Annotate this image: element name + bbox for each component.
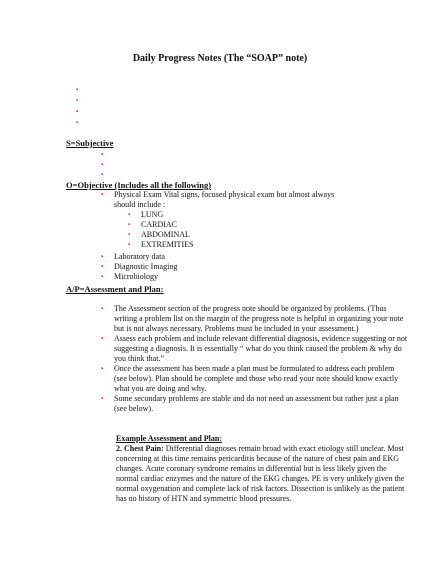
list-item: ▪ Once the assessment has been made a plan must be formulated to address each problem (see below). Plan should be complete and those who read your note should know exactly what you are doing and why. [101, 364, 399, 393]
example-heading: Example Assessment and Plan: [116, 434, 223, 443]
assessment-list [101, 304, 408, 414]
bullet-icon: ▪ [76, 109, 79, 115]
example-text: Differential diagnoses remain broad with exact etiology still unclear. Most concerning at this time remains pericarditis because of the nature of chest pain and EKG changes. Acute coronary syndrome remains in differential but is less likely given the normal cardiac enzymes and the nature of the EKG changes. PE is very unlikely given the normal oxygenation and complete lack of risk factors. Dissection is unlikely as the patient has no history of HTN and symmetric blood pressures. [116, 444, 405, 503]
example-label: 2. Chest Pain: [116, 444, 164, 453]
page-title: Daily Progress Notes (The “SOAP” note) [132, 53, 308, 64]
bullet-icon: ▪ [128, 212, 131, 218]
bullet-icon: ▪ [128, 222, 131, 228]
list-item: ▪ Some secondary problems are stable and do not need an assessment but rather just a plan (see below). [101, 394, 399, 413]
list-item: ▪ Microbiology [101, 272, 158, 281]
bullet-icon: ▪ [76, 98, 79, 104]
bullet-icon: ▪ [101, 162, 104, 168]
example-paragraph [116, 444, 408, 504]
bullet-icon: ▪ [101, 152, 104, 158]
subjective-heading: S=Subjective [66, 138, 114, 148]
empty-bullet [76, 95, 78, 106]
bullet-icon: ▪ [128, 242, 131, 248]
list-item: ▪ Diagnostic Imaging [101, 262, 178, 271]
bullet-icon: ▪ [101, 396, 104, 402]
objective-list [101, 190, 341, 210]
list-item: ▪ Assess each problem and include relevant differential diagnosis, evidence suggesting or not suggesting a diagnosis. It is essentially “ what do you think caused the problem & why do you think that.” [101, 334, 408, 363]
bullet-icon: ▪ [128, 232, 131, 238]
bullet-icon: ▪ [101, 192, 104, 198]
empty-bullet [76, 106, 78, 117]
bullet-icon: ▪ [101, 254, 104, 260]
empty-bullet [76, 117, 78, 128]
assessment-heading: A/P=Assessment and Plan: [66, 284, 164, 294]
objective-sublist [128, 210, 248, 250]
objective-list-cont [101, 252, 341, 282]
list-item: ▪ CARDIAC [128, 220, 178, 229]
list-item: ▪ The Assessment section of the progress note should be organized by problems. (Thus writing a problem list on the margin of the progress note is helpful in organizing your note but is not always necessary. Problems must be included in your assessment.) [101, 304, 404, 333]
bullet-icon: ▪ [101, 274, 104, 280]
bullet-icon: ▪ [101, 172, 104, 178]
list-item: ▪ EXTREMITIES [128, 240, 194, 249]
bullet-icon: ▪ [101, 336, 104, 342]
empty-bullet [101, 169, 103, 180]
list-item: ▪ Laboratory data [101, 252, 165, 261]
empty-bullet [76, 84, 78, 95]
bullet-icon: ▪ [76, 120, 79, 126]
list-item: ▪ LUNG [128, 210, 164, 219]
bullet-icon: ▪ [76, 87, 79, 93]
bullet-icon: ▪ [101, 366, 104, 372]
list-item: ▪ ABDOMINAL [128, 230, 190, 239]
objective-heading: O=Objective (Includes all the following) [66, 180, 212, 190]
bullet-icon: ▪ [101, 306, 104, 312]
bullet-icon: ▪ [101, 264, 104, 270]
list-item: ▪ Physical Exam Vital signs, focused physical exam but almost always should include : [101, 190, 335, 209]
